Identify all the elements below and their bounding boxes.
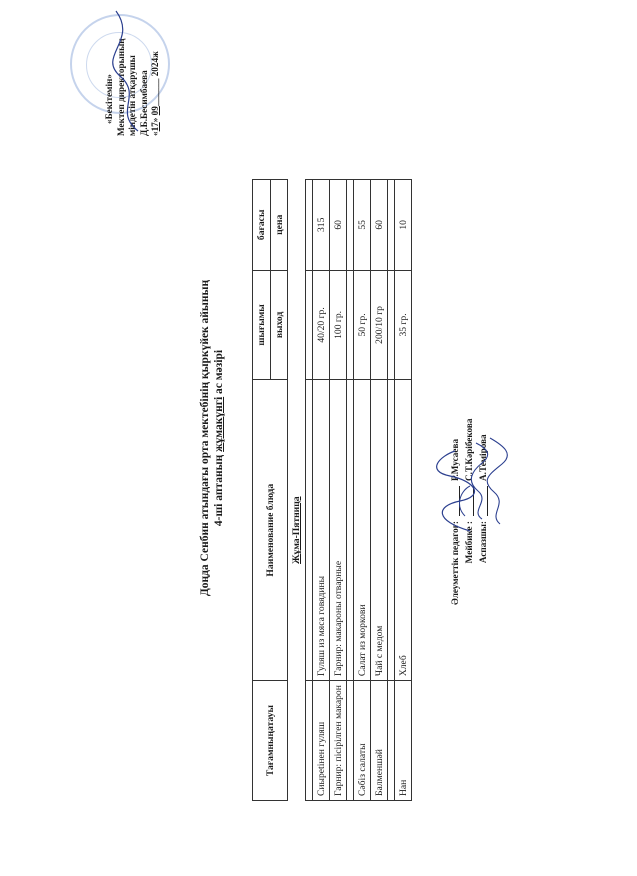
dish-kz-name: Сиырetінен гуляш (313, 681, 330, 801)
dish-output: 35 гр. (395, 270, 412, 380)
dish-kz-name: Сәбіз салаты (354, 681, 371, 801)
signature-line (473, 486, 474, 516)
dish-price: 315 (313, 180, 330, 271)
table-row (313, 180, 330, 801)
approval-line1: «Бекітемін» (104, 74, 114, 124)
menu-table (252, 179, 412, 801)
signature-name: Р.Мусаева (450, 438, 460, 481)
gap-cell (347, 681, 354, 801)
gap-cell (388, 380, 395, 681)
dish-price: 60 (330, 180, 347, 271)
title-prefix: 4-ші аптаның (213, 451, 225, 527)
table-row (371, 180, 388, 801)
gap-row (388, 180, 395, 801)
day-empty-cell (288, 180, 306, 271)
gap-row (306, 180, 313, 801)
approval-block (104, 6, 162, 136)
dish-ru-name: Хлеб (395, 380, 412, 681)
approval-line2: Мектеп директорының (115, 38, 126, 136)
header-ru-name: Наименование блюда (253, 380, 288, 681)
signature-block (448, 371, 490, 621)
dish-ru-name: Чай с медом (371, 380, 388, 681)
gap-row (347, 180, 354, 801)
header-out-ru: выход (271, 270, 288, 380)
dish-kz-name: Балменшәй (371, 681, 388, 801)
dish-price: 55 (354, 180, 371, 271)
table-header-row (253, 180, 271, 801)
dish-output: 50 гр. (354, 270, 371, 380)
dish-price: 10 (395, 180, 412, 271)
signature-name: С.Т.Кәрібекова (464, 418, 474, 481)
day-label: Жұма-Пятница (291, 496, 302, 564)
approval-date-day: 17 (150, 122, 160, 132)
header-out-kz: шығымы (253, 270, 271, 380)
gap-cell (306, 380, 313, 681)
gap-cell (306, 270, 313, 380)
approval-date-year: 2024ж (150, 51, 160, 77)
day-empty-cell (288, 681, 306, 801)
gap-cell (306, 180, 313, 271)
dish-ru-name: Гарнир: макароны отварные (330, 380, 347, 681)
header-price-kz: бағасы (253, 180, 271, 271)
dish-kz-name: Гарнир: пісірілген макарон (330, 681, 347, 801)
dish-output: 100 гр. (330, 270, 347, 380)
table-row (395, 180, 412, 801)
gap-cell (347, 270, 354, 380)
title-suffix: ас мәзірі (213, 349, 225, 397)
gap-cell (388, 180, 395, 271)
approval-date: «17» 09______ 2024ж (150, 51, 160, 136)
day-empty-cell (288, 270, 306, 380)
document-title-line1: Доңда Сенбин атындағы орта мектебінің қыркүйек айының (199, 279, 211, 597)
signature-label: Аспазшы: (478, 521, 488, 564)
gap-cell (347, 180, 354, 271)
signature-name: А.Темірова (478, 434, 488, 481)
signature-label: Әлеуметтік педагог: (450, 521, 460, 606)
signature-row (462, 371, 476, 621)
document-title-line2 (212, 0, 226, 876)
approval-line4: Д.Б.Бесимбаева (138, 70, 149, 136)
dish-output: 40/20 гр. (313, 270, 330, 380)
gap-cell (347, 380, 354, 681)
header-price-ru: цена (271, 180, 288, 271)
dish-price: 60 (371, 180, 388, 271)
approval-line3: міндетін атқарушы (127, 55, 137, 136)
signature-line (459, 486, 460, 516)
gap-cell (388, 681, 395, 801)
signature-row (448, 371, 462, 621)
gap-cell (388, 270, 395, 380)
approval-date-month: 09 (150, 106, 160, 116)
table-row (330, 180, 347, 801)
header-kz-name: Тағамныңатауы (253, 681, 288, 801)
dish-kz-name: Нан (395, 681, 412, 801)
day-row (288, 180, 306, 801)
dish-output: 200/10 гр (371, 270, 388, 380)
signature-row (476, 371, 490, 621)
dish-ru-name: Салат из моркови (354, 380, 371, 681)
title-underlined: жұмакүнгі (213, 396, 225, 452)
gap-cell (306, 681, 313, 801)
table-row (354, 180, 371, 801)
signature-line (487, 486, 488, 516)
signature-label: Мейбике : (464, 521, 474, 564)
dish-ru-name: Гуляш из мяса говядины (313, 380, 330, 681)
